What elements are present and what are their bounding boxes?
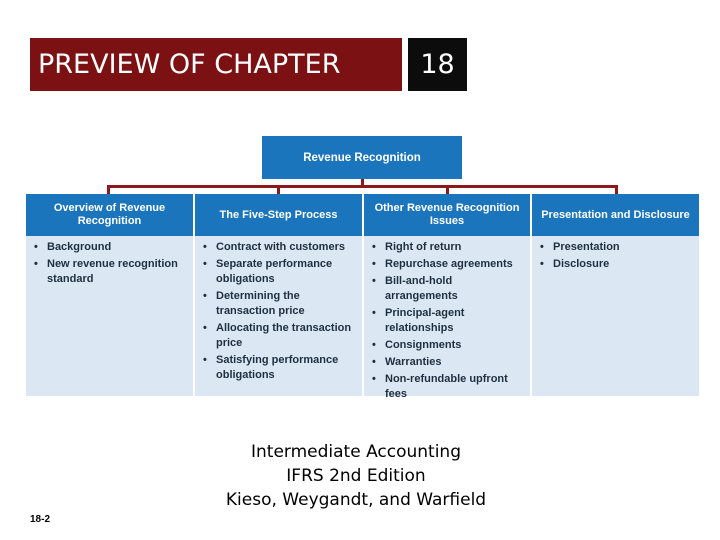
column-body-five-step	[195, 236, 362, 396]
bullet-icon: •	[372, 339, 376, 351]
bullet-icon: •	[372, 356, 376, 368]
bullet-icon: •	[540, 241, 544, 253]
list-item: • Consignments	[372, 339, 462, 351]
list-item: • Principal-agent relationships	[372, 307, 465, 334]
slide-number: 18-2	[30, 514, 51, 525]
list-item: • Repurchase agreements	[372, 258, 513, 270]
bullet-icon: •	[34, 258, 38, 270]
bullet-icon: •	[203, 258, 207, 270]
list-item: • Non-refundable upfront fees	[372, 373, 508, 400]
diagram-root: Revenue Recognition	[262, 136, 462, 179]
bullet-icon: •	[372, 258, 376, 270]
bullet-icon: •	[203, 354, 207, 366]
book-edition: IFRS 2nd Edition	[286, 466, 426, 486]
list-item: • Background	[34, 241, 112, 253]
list-item: • Allocating the transaction price	[203, 322, 352, 349]
list-item: • New revenue recognition standard	[34, 258, 178, 285]
bullet-icon: •	[540, 258, 544, 270]
connector-col-1	[107, 185, 110, 194]
column-heading-overview: Overview of Revenue Recognition	[26, 194, 193, 236]
column-body-other-issues	[364, 236, 530, 400]
column-body-overview	[26, 236, 193, 396]
list-item: • Presentation	[540, 241, 620, 253]
column-heading-five-step: The Five-Step Process	[195, 194, 362, 236]
bullet-icon: •	[372, 373, 376, 385]
list-item: • Right of return	[372, 241, 462, 253]
list-item: • Contract with customers	[203, 241, 345, 253]
bullet-icon: •	[203, 290, 207, 302]
list-item: • Determining the transaction price	[203, 290, 305, 317]
connector-col-2	[277, 185, 280, 194]
bullet-icon: •	[372, 275, 376, 287]
list-item: • Bill-and-hold arrangements	[372, 275, 458, 302]
bullet-icon: •	[372, 307, 376, 319]
list-item: • Satisfying performance obligations	[203, 354, 339, 381]
bullet-icon: •	[34, 241, 38, 253]
column-heading-other-issues: Other Revenue Recognition Issues	[364, 194, 530, 236]
connector-col-4	[615, 185, 618, 194]
chapter-title: PREVIEW OF CHAPTER	[30, 38, 402, 91]
chapter-number: 18	[408, 38, 467, 91]
bullet-icon: •	[203, 322, 207, 334]
column-heading-presentation: Presentation and Disclosure	[532, 194, 699, 236]
book-title: Intermediate Accounting	[250, 442, 461, 462]
book-authors: Kieso, Weygandt, and Warfield	[225, 490, 487, 510]
list-item: • Warranties	[372, 356, 442, 368]
list-item: • Separate performance obligations	[203, 258, 333, 285]
book-credit	[150, 440, 562, 512]
column-body-presentation	[532, 236, 699, 396]
connector-horizontal	[107, 185, 618, 188]
bullet-icon: •	[372, 241, 376, 253]
list-item: • Disclosure	[540, 258, 610, 270]
bullet-icon: •	[203, 241, 207, 253]
connector-col-3	[446, 185, 449, 194]
